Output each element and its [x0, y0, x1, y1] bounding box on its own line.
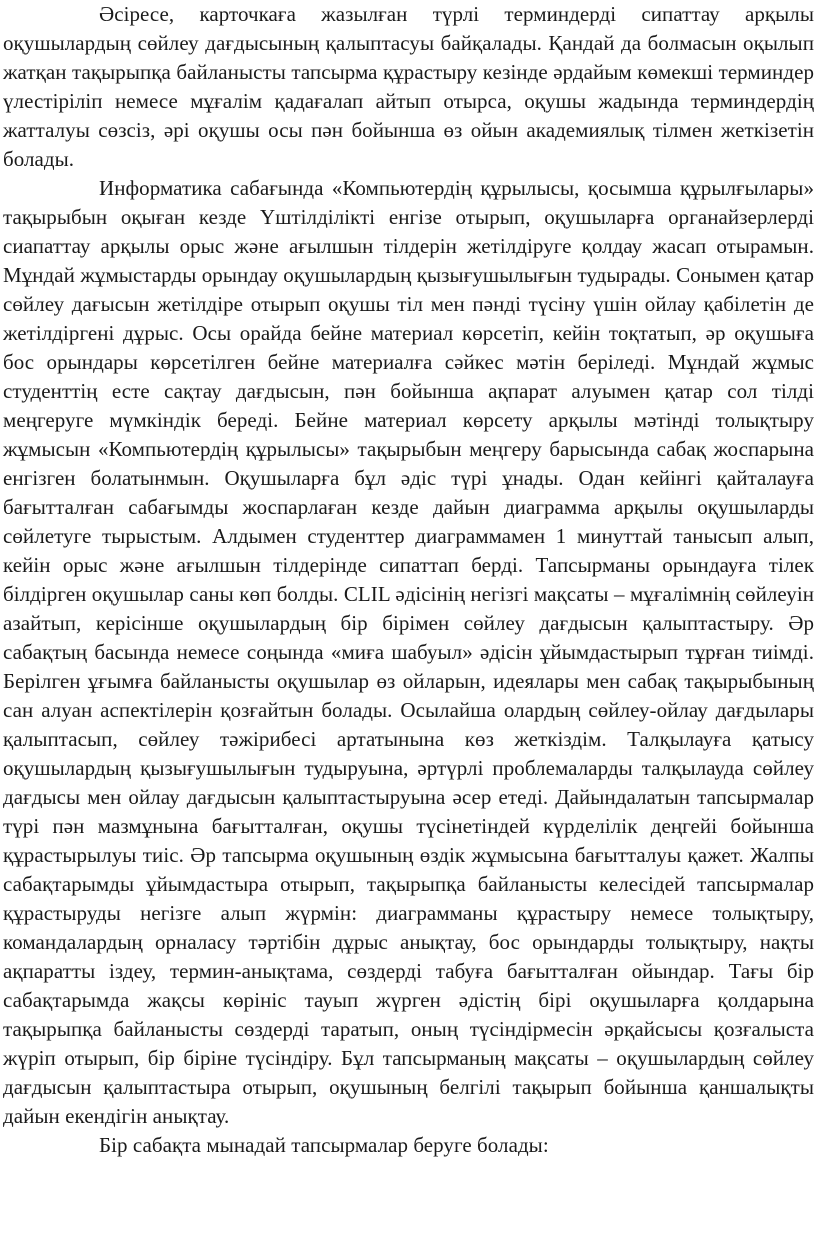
paragraph-2: Информатика сабағында «Компьютердің құрылысы, қосымша құрылғылары» тақырыбын оқыған кезде Үштілділікті енгізе отырып, оқушыларға органайзерлерді сиапаттау арқылы орыс және ағылшын тілдерін жетілдіруге қолдау жасап отырамын. Мұндай жұмыстарды орындау оқушылардың қызығушылығын тудырады. Сонымен қатар сөйлеу дағысын жетілдіре отырып оқушы тіл мен пәнді түсіну үшін ойлау қабілетін де жетілдіргені дұрыс. Осы орайда бейне материал көрсетіп, кейін тоқтатып, әр оқушыға бос орындары көрсетілген бейне материалға сәйкес мәтін беріледі. Мұндай жұмыс студенттің есте сақтау дағдысын, пән бойынша ақпарат алуымен қатар сол тілді меңгеруге мүмкіндік береді. Бейне материал көрсету арқылы мәтінді толықтыру жұмысын «Компьютердің құрылысы» тақырыбын меңгеру барысында сабақ жоспарына енгізген болатынмын. Оқушыларға бұл әдіс түрі ұнады. Одан кейінгі қайталауға бағытталған сабағымды жоспарлаған кезде дайын диаграмма арқылы оқушыларды сөйлетуге тырыстым. Алдымен студенттер диаграммамен 1 минуттай танысып алып, кейін орыс және ағылшын тілдерінде сипаттап берді. Тапсырманы орындауға тілек білдірген оқушылар саны көп болды. CLIL әдісінің негізгі мақсаты – мұғалімнің сөйлеуін азайтып, керісінше оқушылардың бір бірімен сөйлеу дағдысын қалыптастыру. Әр сабақтың басында немесе соңында «миға шабуыл» әдісін ұйымдастырып тұрған тиімді. Берілген ұғымға байланысты оқушылар өз ойларын, идеялары мен сабақ тақырыбының сан алуан аспектілерін қозғайтын болады. Осылайша олардың сөйлеу-ойлау дағдылары қалыптасып, сөйлеу тәжірибесі артатынына көз жеткіздім. Талқылауға қатысу оқушылардың қызығушылығын тудыруына, әртүрлі проблемаларды талқылауда сөйлеу дағдысы мен ойлау дағдысын қалыптастыруына әсер етеді. Дайындалатын тапсырмалар түрі пән мазмұнына бағытталған, оқушы түсінетіндей күрделілік деңгейі бойынша құрастырылуы тиіс. Әр тапсырма оқушының өздік жұмысына бағытталуы қажет. Жалпы сабақтарымды ұйымдастыра отырып, тақырыпқа байланысты келесідей тапсырмалар құрастыруды негізге алып жүрмін: диаграмманы құрастыру немесе толықтыру, командалардың орналасу тәртібін дұрыс анықтау, бос орындарды толықтыру, нақты ақпаратты іздеу, термин-анықтама, сөздерді табуға бағытталған ойындар. Тағы бір сабақтарымда жақсы көрініс тауып жүрген әдістің бірі оқушыларға қолдарына тақырыпқа байланысты сөздерді таратып, оның түсіндірмесін әрқайсысы қозғалыста жүріп отырып, бір біріне түсіндіру. Бұл тапсырманың мақсаты – оқушылардың сөйлеу дағдысын қалыптастыра отырып, оқушының белгілі тақырып бойынша қаншалықты дайын екендігін анықтау.	[3, 176, 814, 1128]
paragraph-3: Бір сабақта мынадай тапсырмалар беруге болады:	[99, 1133, 549, 1157]
paragraph-1: Әсіресе, карточкаға жазылған түрлі терминдерді сипаттау арқылы оқушылардың сөйлеу дағдысының қалыптасуы байқалады. Қандай да болмасын оқылып жатқан тақырыпқа байланысты тапсырма құрастыру кезінде әрдайым көмекші терминдер үлестіріліп немесе мұғалім қадағалап айтып отырса, оқушы жадында терминдердің жатталуы сөзсіз, әрі оқушы осы пән бойынша өз ойын академиялық тілмен жеткізетін болады.	[3, 2, 814, 171]
